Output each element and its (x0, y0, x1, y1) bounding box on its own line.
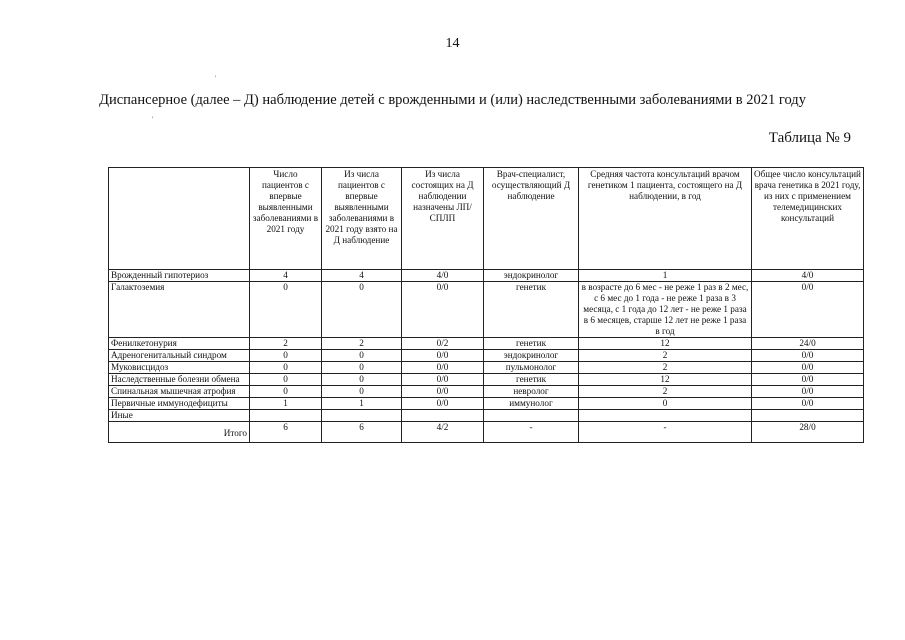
cell-new-patients: 0 (250, 350, 322, 362)
table-row (109, 282, 864, 338)
cell-drugs: 0/0 (402, 374, 484, 386)
cell-specialist: эндокринолог (484, 270, 579, 282)
cell-taken: 0 (322, 374, 402, 386)
cell-drugs: 0/0 (402, 282, 484, 338)
row-disease: Муковисцидоз (109, 362, 250, 374)
table-row (109, 386, 864, 398)
cell-frequency (579, 410, 752, 422)
col-header-drugs-prescribed: Из числа состоящих на Д наблюдении назначены ЛП/СПЛП (402, 168, 484, 270)
table-row (109, 374, 864, 386)
cell-taken: 2 (322, 338, 402, 350)
cell-consultations (752, 410, 864, 422)
cell-taken: 0 (322, 350, 402, 362)
col-header-new-patients: Число пациентов с впервые выявленными заболеваниями в 2021 году (250, 168, 322, 270)
cell-taken: 0 (322, 362, 402, 374)
cell-specialist: генетик (484, 338, 579, 350)
cell-taken (322, 410, 402, 422)
cell-taken: 4 (322, 270, 402, 282)
cell-new-patients: 4 (250, 270, 322, 282)
cell-drugs: 0/0 (402, 362, 484, 374)
cell-frequency: 12 (579, 338, 752, 350)
total-row (109, 422, 864, 443)
cell-drugs: 4/0 (402, 270, 484, 282)
cell-taken: 0 (322, 282, 402, 338)
row-disease: Иные (109, 410, 250, 422)
cell-drugs: 0/0 (402, 386, 484, 398)
cell-new-patients: 1 (250, 398, 322, 410)
cell-new-patients: 0 (250, 386, 322, 398)
cell-frequency: в возрасте до 6 мес - не реже 1 раз в 2 мес, с 6 мес до 1 года - не реже 1 раза в 3 месяца, с 1 года до 12 лет - не реже 1 раза в 6 месяцев, старше 12 лет не реже 1 раза в год (579, 282, 752, 338)
row-disease: Адреногенитальный синдром (109, 350, 250, 362)
cell-consultations: 4/0 (752, 270, 864, 282)
total-drugs: 4/2 (402, 422, 484, 443)
table-row (109, 270, 864, 282)
cell-specialist: генетик (484, 282, 579, 338)
row-disease: Спинальная мышечная атрофия (109, 386, 250, 398)
total-new-patients: 6 (250, 422, 322, 443)
scan-speck: ' (215, 74, 217, 83)
cell-frequency: 2 (579, 386, 752, 398)
document-heading: Диспансерное (далее – Д) наблюдение детей с врожденными и (или) наследственными заболеваниями в 2021 году (99, 92, 806, 108)
row-disease: Наследственные болезни обмена (109, 374, 250, 386)
table-row (109, 362, 864, 374)
total-frequency: - (579, 422, 752, 443)
cell-drugs: 0/0 (402, 398, 484, 410)
cell-frequency: 1 (579, 270, 752, 282)
col-header-total-consultations: Общее число консультаций врача генетика в 2021 году, из них с применением телемедицинских консультаций (752, 168, 864, 270)
cell-drugs (402, 410, 484, 422)
cell-specialist: иммунолог (484, 398, 579, 410)
table-row (109, 398, 864, 410)
cell-frequency: 2 (579, 362, 752, 374)
cell-specialist (484, 410, 579, 422)
col-header-taken-on-observation: Из числа пациентов с впервые выявленными заболеваниями в 2021 году взято на Д наблюдение (322, 168, 402, 270)
cell-new-patients: 0 (250, 374, 322, 386)
cell-consultations: 0/0 (752, 282, 864, 338)
cell-consultations: 0/0 (752, 350, 864, 362)
cell-frequency: 2 (579, 350, 752, 362)
cell-new-patients: 0 (250, 282, 322, 338)
cell-frequency: 0 (579, 398, 752, 410)
table-label: Таблица № 9 (768, 130, 851, 146)
total-consultations: 28/0 (752, 422, 864, 443)
col-header-consult-frequency: Средняя частота консультаций врачом генетиком 1 пациента, состоящего на Д наблюдении, в год (579, 168, 752, 270)
col-header-disease (109, 168, 250, 270)
cell-new-patients (250, 410, 322, 422)
table-row (109, 350, 864, 362)
cell-frequency: 12 (579, 374, 752, 386)
header-row (109, 168, 864, 270)
cell-consultations: 0/0 (752, 386, 864, 398)
scan-speck: ' (152, 115, 154, 124)
cell-consultations: 0/0 (752, 374, 864, 386)
row-disease: Галактоземия (109, 282, 250, 338)
cell-consultations: 0/0 (752, 398, 864, 410)
cell-specialist: эндокринолог (484, 350, 579, 362)
cell-drugs: 0/0 (402, 350, 484, 362)
total-specialist: - (484, 422, 579, 443)
cell-specialist: генетик (484, 374, 579, 386)
dispensary-table (108, 167, 864, 443)
cell-drugs: 0/2 (402, 338, 484, 350)
cell-consultations: 24/0 (752, 338, 864, 350)
cell-consultations: 0/0 (752, 362, 864, 374)
row-disease: Фенилкетонурия (109, 338, 250, 350)
table-row (109, 410, 864, 422)
row-disease: Первичные иммунодефициты (109, 398, 250, 410)
total-taken: 6 (322, 422, 402, 443)
cell-specialist: невролог (484, 386, 579, 398)
total-label: Итого (109, 422, 250, 443)
table-row (109, 338, 864, 350)
cell-taken: 1 (322, 398, 402, 410)
cell-new-patients: 2 (250, 338, 322, 350)
page-number: 14 (445, 36, 460, 51)
col-header-specialist: Врач-специалист, осуществляющий Д наблюдение (484, 168, 579, 270)
row-disease: Врожденный гипотериоз (109, 270, 250, 282)
cell-new-patients: 0 (250, 362, 322, 374)
cell-specialist: пульмонолог (484, 362, 579, 374)
cell-taken: 0 (322, 386, 402, 398)
